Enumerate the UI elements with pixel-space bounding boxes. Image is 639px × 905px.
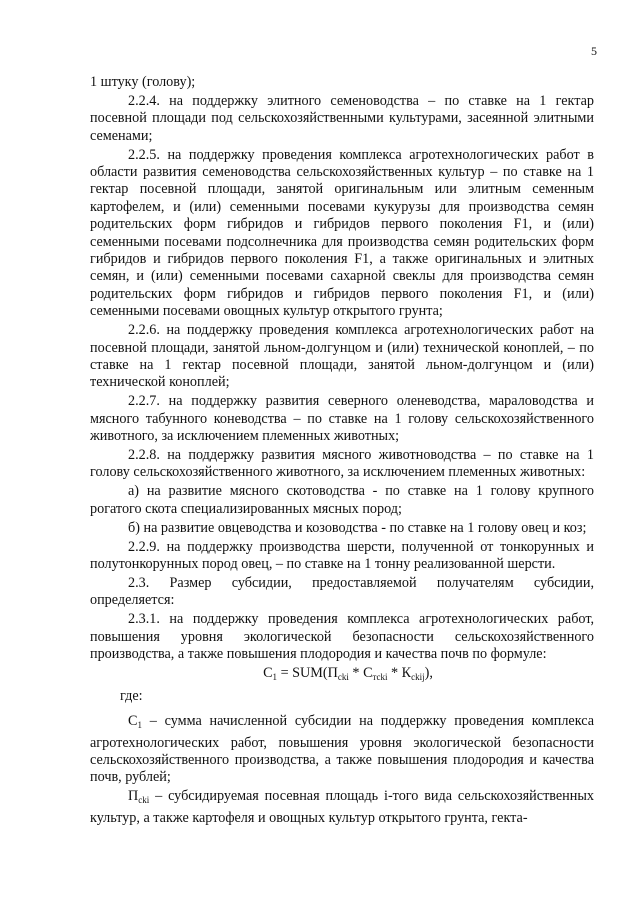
paragraph-2-3-1: 2.3.1. на поддержку проведения комплекса агротехнологических работ, повышения уровня экологической безопасности сельскохозяйственного производства, а также повышения плодородия и качества почв по формуле: bbox=[90, 611, 594, 662]
where-label: где: bbox=[120, 687, 143, 704]
formula-times1: * С bbox=[348, 664, 373, 681]
definition-p bbox=[90, 788, 594, 827]
document-body bbox=[90, 74, 594, 829]
formula-lhs-sub: 1 bbox=[272, 671, 278, 682]
formula-lhs: С bbox=[263, 664, 273, 681]
formula-c-sub: тcki bbox=[372, 671, 388, 682]
def-p-symbol: П bbox=[128, 788, 139, 805]
formula-close: ), bbox=[424, 664, 433, 681]
formula-p-sub: cki bbox=[337, 671, 349, 682]
paragraph-2-2-8-a: а) на развитие мясного скотоводства - по ставке на 1 голову крупного рогатого скота специализированных мясных пород; bbox=[90, 483, 594, 517]
def-p-sub: cki bbox=[138, 795, 150, 806]
def-c1-symbol: С bbox=[128, 713, 138, 730]
def-c1-text: – сумма начисленной субсидии на поддержку проведения комплекса агротехнологических работ, повышения уровня экологической безопасности сельскохозяйственного производства, а также повышения плодородия и качества почв, рублей; bbox=[90, 713, 594, 786]
paragraph-2-2-9: 2.2.9. на поддержку производства шерсти, полученной от тонкорунных и полутонкорунных пород овец, – по ставке на 1 тонну реализованной шерсти. bbox=[90, 538, 594, 572]
formula-eq: = SUM(П bbox=[277, 664, 338, 681]
subsidy-formula bbox=[90, 665, 594, 686]
paragraph-2-3: 2.3. Размер субсидии, предоставляемой получателям субсидии, определяется: bbox=[90, 574, 594, 609]
formula-k-sub: ckij bbox=[411, 671, 425, 682]
paragraph-2-2-6: 2.2.6. на поддержку проведения комплекса агротехнологических работ на посевной площади, занятой льном-долгунцом и (или) технической коноплей, – по ставке на 1 гектар посевной площади, занятой льном-долгунцом и (или) технической коноплей; bbox=[90, 322, 594, 391]
paragraph-2-2-8: 2.2.8. на поддержку развития мясного животноводства – по ставке на 1 голову сельскохозяйственного животного, за исключением племенных животных: bbox=[90, 447, 594, 481]
paragraph-continuation: 1 штуку (голову); bbox=[90, 74, 196, 90]
page-number: 5 bbox=[591, 44, 597, 58]
paragraph-2-2-4: 2.2.4. на поддержку элитного семеноводства – по ставке на 1 гектар посевной площади под сельскохозяйственными культурами, засеянной элитными семенами; bbox=[90, 92, 594, 144]
def-c1-sub: 1 bbox=[137, 720, 142, 731]
definition-c1 bbox=[90, 713, 594, 787]
paragraph-2-2-7: 2.2.7. на поддержку развития северного оленеводства, мараловодства и мясного табунного коневодства – по ставке на 1 голову сельскохозяйственного животного, за исключением племенных животных; bbox=[90, 393, 594, 445]
paragraph-2-2-5: 2.2.5. на поддержку проведения комплекса агротехнологических работ в области развития семеноводства сельскохозяйственных культур – по ставке на 1 гектар посевной площади, занятой оригинальным или элитным семенным картофелем, и (или) семенными посевами кукурузы для производства семян родительских форм гибридов и гибридов первого поколения F1, и (или) семенными посевами подсолнечника для производства семян родительских форм гибридов и гибридов первого поколения F1, а также оригинальных и элитных семян, и (или) семенными посевами сахарной свеклы для производства семян родительских форм гибридов и гибридов первого поколения F1, и (или) семенными посевами овощных культур открытого грунта; bbox=[90, 146, 594, 320]
def-p-text: – субсидируемая посевная площадь i-того вида сельскохозяйственных культур, а также картофеля и овощных культур открытого грунта, гекта- bbox=[90, 788, 594, 826]
paragraph-2-2-8-b: б) на развитие овцеводства и козоводства - по ставке на 1 голову овец и коз; bbox=[128, 519, 587, 536]
formula-times2: * К bbox=[387, 664, 412, 681]
